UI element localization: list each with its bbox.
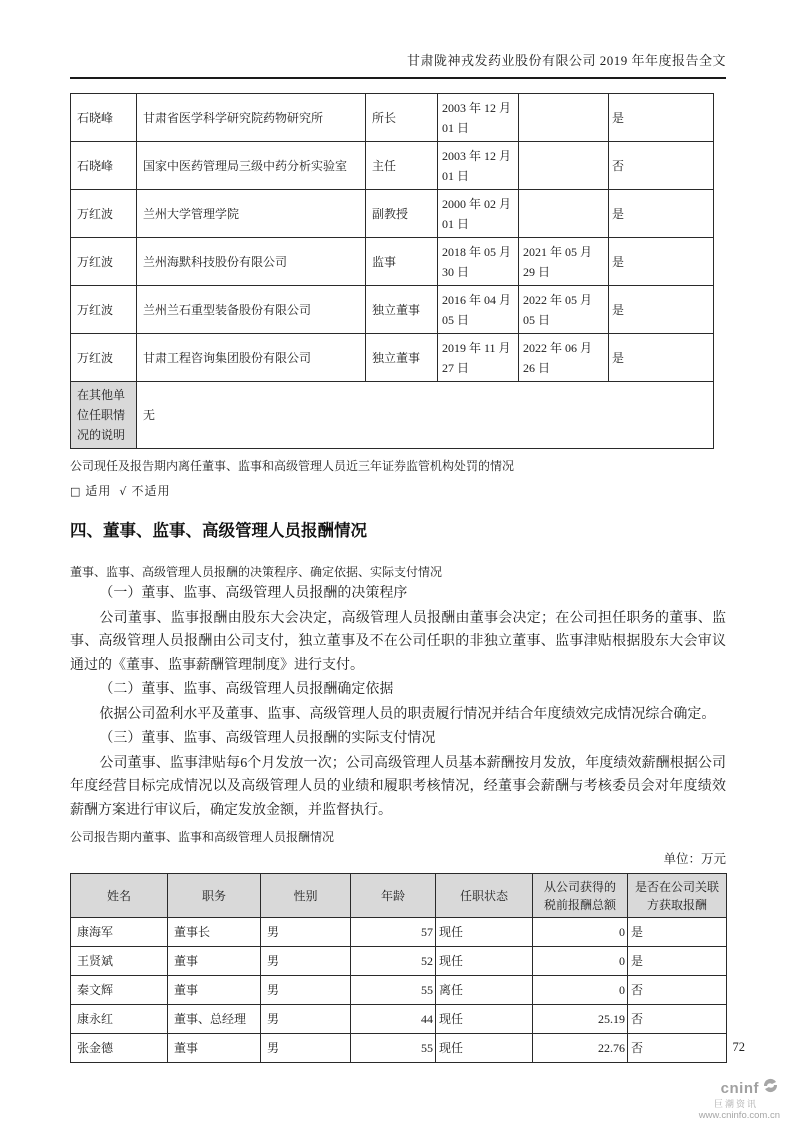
organization-cell: 兰州大学管理学院 xyxy=(137,190,366,238)
table-row xyxy=(71,286,714,334)
not-applicable-label: 不适用 xyxy=(131,484,171,498)
applicability-line xyxy=(70,483,726,500)
organization-cell: 甘肃工程咨询集团股份有限公司 xyxy=(137,334,366,382)
position-title-cell: 主任 xyxy=(366,142,438,190)
header-pretax-pay: 从公司获得的税前报酬总额 xyxy=(533,874,628,918)
position-title-cell: 所长 xyxy=(366,94,438,142)
gender-cell: 男 xyxy=(261,1005,351,1034)
note-label-cell: 在其他单位任职情况的说明 xyxy=(71,382,137,449)
paragraph-actual-payment-body: 公司董事、监事津贴每6个月发放一次；公司高级管理人员基本薪酬按月发放，年度绩效薪酬根据公司年度经营目标完成情况以及高级管理人员的业绩和履职考核情况，经董事会薪酬与考核委员会对年度绩效薪酬方案进行审议后，确定发放金额，并监督执行。 xyxy=(70,755,726,818)
punishment-statement: 公司现任及报告期内离任董事、监事和高级管理人员近三年证券监管机构处罚的情况 xyxy=(70,459,515,473)
position-title-cell: 董事 xyxy=(168,976,261,1005)
section-heading: 四、董事、监事、高级管理人员报酬情况 xyxy=(70,522,367,540)
status-cell: 现任 xyxy=(436,918,533,947)
start-date-cell: 2000 年 02 月 01 日 xyxy=(438,190,519,238)
position-title-cell: 董事 xyxy=(168,947,261,976)
external-positions-table xyxy=(70,93,714,449)
related-party-cell: 否 xyxy=(628,976,727,1005)
gender-cell: 男 xyxy=(261,918,351,947)
person-name-cell: 康永红 xyxy=(71,1005,168,1034)
person-name-cell: 万红波 xyxy=(71,286,137,334)
related-party-cell: 是 xyxy=(628,947,727,976)
organization-cell: 兰州海默科技股份有限公司 xyxy=(137,238,366,286)
table-row xyxy=(71,1005,727,1034)
position-title-cell: 董事、总经理 xyxy=(168,1005,261,1034)
header-title: 职务 xyxy=(168,874,261,918)
related-party-cell: 否 xyxy=(628,1005,727,1034)
person-name-cell: 王贤斌 xyxy=(71,947,168,976)
related-party-cell: 否 xyxy=(628,1034,727,1063)
pretax-pay-cell: 0 xyxy=(533,947,628,976)
header-gender: 性别 xyxy=(261,874,351,918)
paragraph-determination-basis-title: （二）董事、监事、高级管理人员报酬确定依据 xyxy=(99,682,394,697)
table-row xyxy=(71,190,714,238)
paid-flag-cell: 是 xyxy=(609,190,714,238)
pretax-pay-cell: 25.19 xyxy=(533,1005,628,1034)
paragraph-determination-basis-body: 依据公司盈利水平及董事、监事、高级管理人员的职责履行情况并结合年度绩效完成情况综合确定。 xyxy=(99,706,716,722)
paid-flag-cell: 是 xyxy=(609,94,714,142)
compensation-table-caption: 公司报告期内董事、监事和高级管理人员报酬情况 xyxy=(70,830,335,844)
external-positions-rows xyxy=(71,94,714,382)
position-title-cell: 独立董事 xyxy=(366,334,438,382)
person-name-cell: 石晓峰 xyxy=(71,94,137,142)
pretax-pay-cell: 0 xyxy=(533,976,628,1005)
pretax-pay-cell: 22.76 xyxy=(533,1034,628,1063)
person-name-cell: 万红波 xyxy=(71,238,137,286)
start-date-cell: 2003 年 12 月 01 日 xyxy=(438,142,519,190)
status-cell: 离任 xyxy=(436,976,533,1005)
external-positions-note xyxy=(71,382,714,449)
start-date-cell: 2003 年 12 月 01 日 xyxy=(438,94,519,142)
start-date-cell: 2016 年 04 月 05 日 xyxy=(438,286,519,334)
paragraph-decision-procedure-title: （一）董事、监事、高级管理人员报酬的决策程序 xyxy=(99,586,408,601)
table-row xyxy=(71,1034,727,1063)
end-date-cell: 2021 年 05 月 29 日 xyxy=(519,238,609,286)
table-row xyxy=(71,918,727,947)
cninfo-logo-url: www.cninfo.com.cn xyxy=(698,1110,780,1121)
cninfo-logo-text: cninf xyxy=(720,1079,759,1097)
document-header xyxy=(70,0,726,79)
gender-cell: 男 xyxy=(261,976,351,1005)
checkbox-unchecked-icon: □ xyxy=(70,485,82,498)
age-cell: 55 xyxy=(351,976,436,1005)
organization-cell: 国家中医药管理局三级中药分析实验室 xyxy=(137,142,366,190)
header-rule xyxy=(70,77,726,79)
start-date-cell: 2019 年 11 月 27 日 xyxy=(438,334,519,382)
end-date-cell: 2022 年 05 月 05 日 xyxy=(519,286,609,334)
cninfo-swirl-icon xyxy=(761,1077,780,1099)
gender-cell: 男 xyxy=(261,1034,351,1063)
age-cell: 44 xyxy=(351,1005,436,1034)
person-name-cell: 张金德 xyxy=(71,1034,168,1063)
related-party-cell: 是 xyxy=(628,918,727,947)
table-row xyxy=(71,947,727,976)
person-name-cell: 万红波 xyxy=(71,190,137,238)
table-header-row xyxy=(71,874,727,918)
note-value-cell: 无 xyxy=(137,382,714,449)
position-title-cell: 独立董事 xyxy=(366,286,438,334)
logo-row xyxy=(699,1077,780,1099)
person-name-cell: 秦文辉 xyxy=(71,976,168,1005)
paid-flag-cell: 是 xyxy=(609,238,714,286)
compensation-table xyxy=(70,873,727,1063)
paid-flag-cell: 否 xyxy=(609,142,714,190)
position-title-cell: 董事长 xyxy=(168,918,261,947)
gender-cell: 男 xyxy=(261,947,351,976)
organization-cell: 兰州兰石重型装备股份有限公司 xyxy=(137,286,366,334)
end-date-cell: 2022 年 06 月 26 日 xyxy=(519,334,609,382)
table-row xyxy=(71,94,714,142)
cninfo-logo-subtitle: 巨潮资讯 xyxy=(713,1099,758,1109)
position-title-cell: 副教授 xyxy=(366,190,438,238)
paid-flag-cell: 是 xyxy=(609,334,714,382)
remuneration-intro-line: 董事、监事、高级管理人员报酬的决策程序、确定依据、实际支付情况 xyxy=(70,565,443,579)
applicable-label: 适用 xyxy=(85,484,112,498)
status-cell: 现任 xyxy=(436,947,533,976)
document-header-title: 甘肃陇神戎发药业股份有限公司 2019 年年度报告全文 xyxy=(406,53,726,68)
header-related-party-pay: 是否在公司关联方获取报酬 xyxy=(628,874,727,918)
header-age: 年龄 xyxy=(351,874,436,918)
position-title-cell: 监事 xyxy=(366,238,438,286)
table-row xyxy=(71,382,714,449)
end-date-cell xyxy=(519,190,609,238)
position-title-cell: 董事 xyxy=(168,1034,261,1063)
table-row xyxy=(71,142,714,190)
page-number: 72 xyxy=(732,1040,745,1054)
age-cell: 57 xyxy=(351,918,436,947)
age-cell: 52 xyxy=(351,947,436,976)
header-status: 任职状态 xyxy=(436,874,533,918)
organization-cell: 甘肃省医学科学研究院药物研究所 xyxy=(137,94,366,142)
person-name-cell: 石晓峰 xyxy=(71,142,137,190)
page-content xyxy=(70,0,726,1063)
person-name-cell: 康海军 xyxy=(71,918,168,947)
cninfo-logo xyxy=(699,1077,780,1122)
paragraph-actual-payment-title: （三）董事、监事、高级管理人员报酬的实际支付情况 xyxy=(99,731,436,746)
compensation-table-header xyxy=(71,874,727,918)
table-row xyxy=(71,976,727,1005)
compensation-table-rows xyxy=(71,918,727,1063)
end-date-cell xyxy=(519,94,609,142)
start-date-cell: 2018 年 05 月 30 日 xyxy=(438,238,519,286)
paragraph-decision-procedure-body: 公司董事、监事报酬由股东大会决定，高级管理人员报酬由董事会决定；在公司担任职务的董事、监事、高级管理人员报酬由公司支付，独立董事及不在公司任职的非独立董事、监事津贴根据股东大会审议通过的《董事、监事薪酬管理制度》进行支付。 xyxy=(70,610,726,673)
header-name: 姓名 xyxy=(71,874,168,918)
checkmark-icon: √ xyxy=(119,485,128,498)
age-cell: 55 xyxy=(351,1034,436,1063)
status-cell: 现任 xyxy=(436,1005,533,1034)
table-row xyxy=(71,334,714,382)
unit-note: 单位：万元 xyxy=(663,852,726,866)
status-cell: 现任 xyxy=(436,1034,533,1063)
pretax-pay-cell: 0 xyxy=(533,918,628,947)
person-name-cell: 万红波 xyxy=(71,334,137,382)
paid-flag-cell: 是 xyxy=(609,286,714,334)
end-date-cell xyxy=(519,142,609,190)
table-row xyxy=(71,238,714,286)
